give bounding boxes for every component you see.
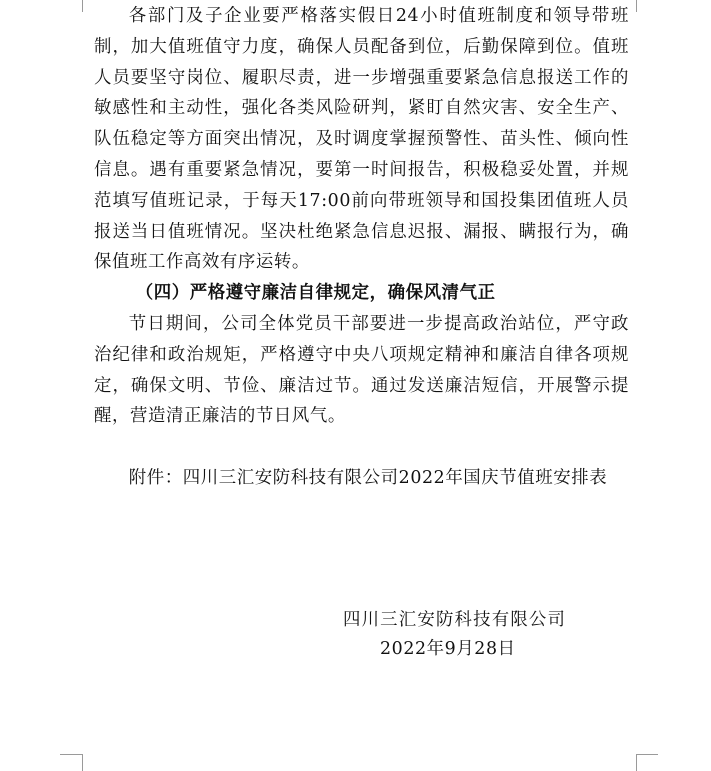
integrity-paragraph: 节日期间，公司全体党员干部要进一步提高政治站位，严守政治纪律和政治规矩，严格遵守中央八项规定精神和廉洁自律各项规定，确保文明、节俭、廉洁过节。通过发送廉洁短信，开展警示提醒，营造清正廉洁的节日风气。 xyxy=(94,313,629,427)
document-page xyxy=(94,0,629,494)
page-corner-mark-top-right xyxy=(636,0,659,12)
signature-company: 四川三汇安防科技有限公司 xyxy=(343,610,567,630)
page-corner-mark-bottom-right xyxy=(636,754,659,771)
page-corner-mark-top-left xyxy=(60,0,83,12)
section-heading: （四）严格遵守廉洁自律规定，确保风清气正 xyxy=(135,283,496,304)
page-corner-mark-bottom-left xyxy=(60,754,83,771)
signature-date: 2022年9月28日 xyxy=(380,639,516,659)
page-corner-mark-bottom-right-h xyxy=(636,754,658,755)
duty-paragraph: 各部门及子企业要严格落实假日24小时值班制度和领导带班制，加大值班值守力度，确保人员配备到位，后勤保障到位。值班人员要坚守岗位、履职尽责，进一步增强重要紧急信息报送工作的敏感性和主动性，强化各类风险研判，紧盯自然灾害、安全生产、队伍稳定等方面突出情况，及时调度掌握预警性、苗头性、倾向性信息。遇有重要紧急情况，要第一时间报告，积极稳妥处置，并规范填写值班记录，于每天17:00前向带班领导和国投集团值班人员报送当日值班情况。坚决杜绝紧急信息迟报、漏报、瞒报行为，确保值班工作高效有序运转。 xyxy=(94,6,629,273)
page-corner-mark-bottom-left-h xyxy=(60,754,82,755)
attachment-note: 附件：四川三汇安防科技有限公司2022年国庆节值班安排表 xyxy=(128,468,608,489)
